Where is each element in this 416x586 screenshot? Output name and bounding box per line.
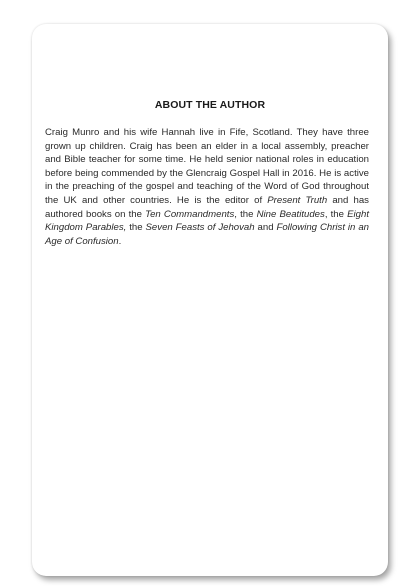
book-title-following-christ: Following Christ in an Age of Confusion [45,222,369,247]
author-bio [45,126,369,248]
book-title-ten-commandments: Ten Commandments [145,208,235,220]
bio-text-7: . [118,235,122,247]
bio-text-5: the [126,222,146,234]
book-title-present-truth: Present Truth [267,194,328,206]
bio-text-1: Craig Munro and his wife Hannah live in Fife, Scotland. They have three grown up children. Craig has been an elder in a local assembly, preacher and Bible teacher for some time. He held senior national roles in education before being commended by the Glencraig Gospel Hall in 2016. He is active in the preaching of the gospel and teaching of the Word of God throughout the UK and other countries. He is the editor of [45,127,369,206]
section-heading: ABOUT THE AUTHOR [154,99,266,111]
book-title-eight-kingdom-parables: Eight Kingdom Parables, [45,208,369,234]
book-title-seven-feasts: Seven Feasts of Jehovah [145,222,255,234]
bio-text-3: , the [234,208,257,220]
bio-text-4: , the [324,208,348,220]
bio-text-6: and [254,222,277,234]
book-page [32,24,388,576]
bio-text-2: and has authored books on the [45,194,369,220]
book-title-nine-beatitudes: Nine Beatitudes [256,208,325,220]
